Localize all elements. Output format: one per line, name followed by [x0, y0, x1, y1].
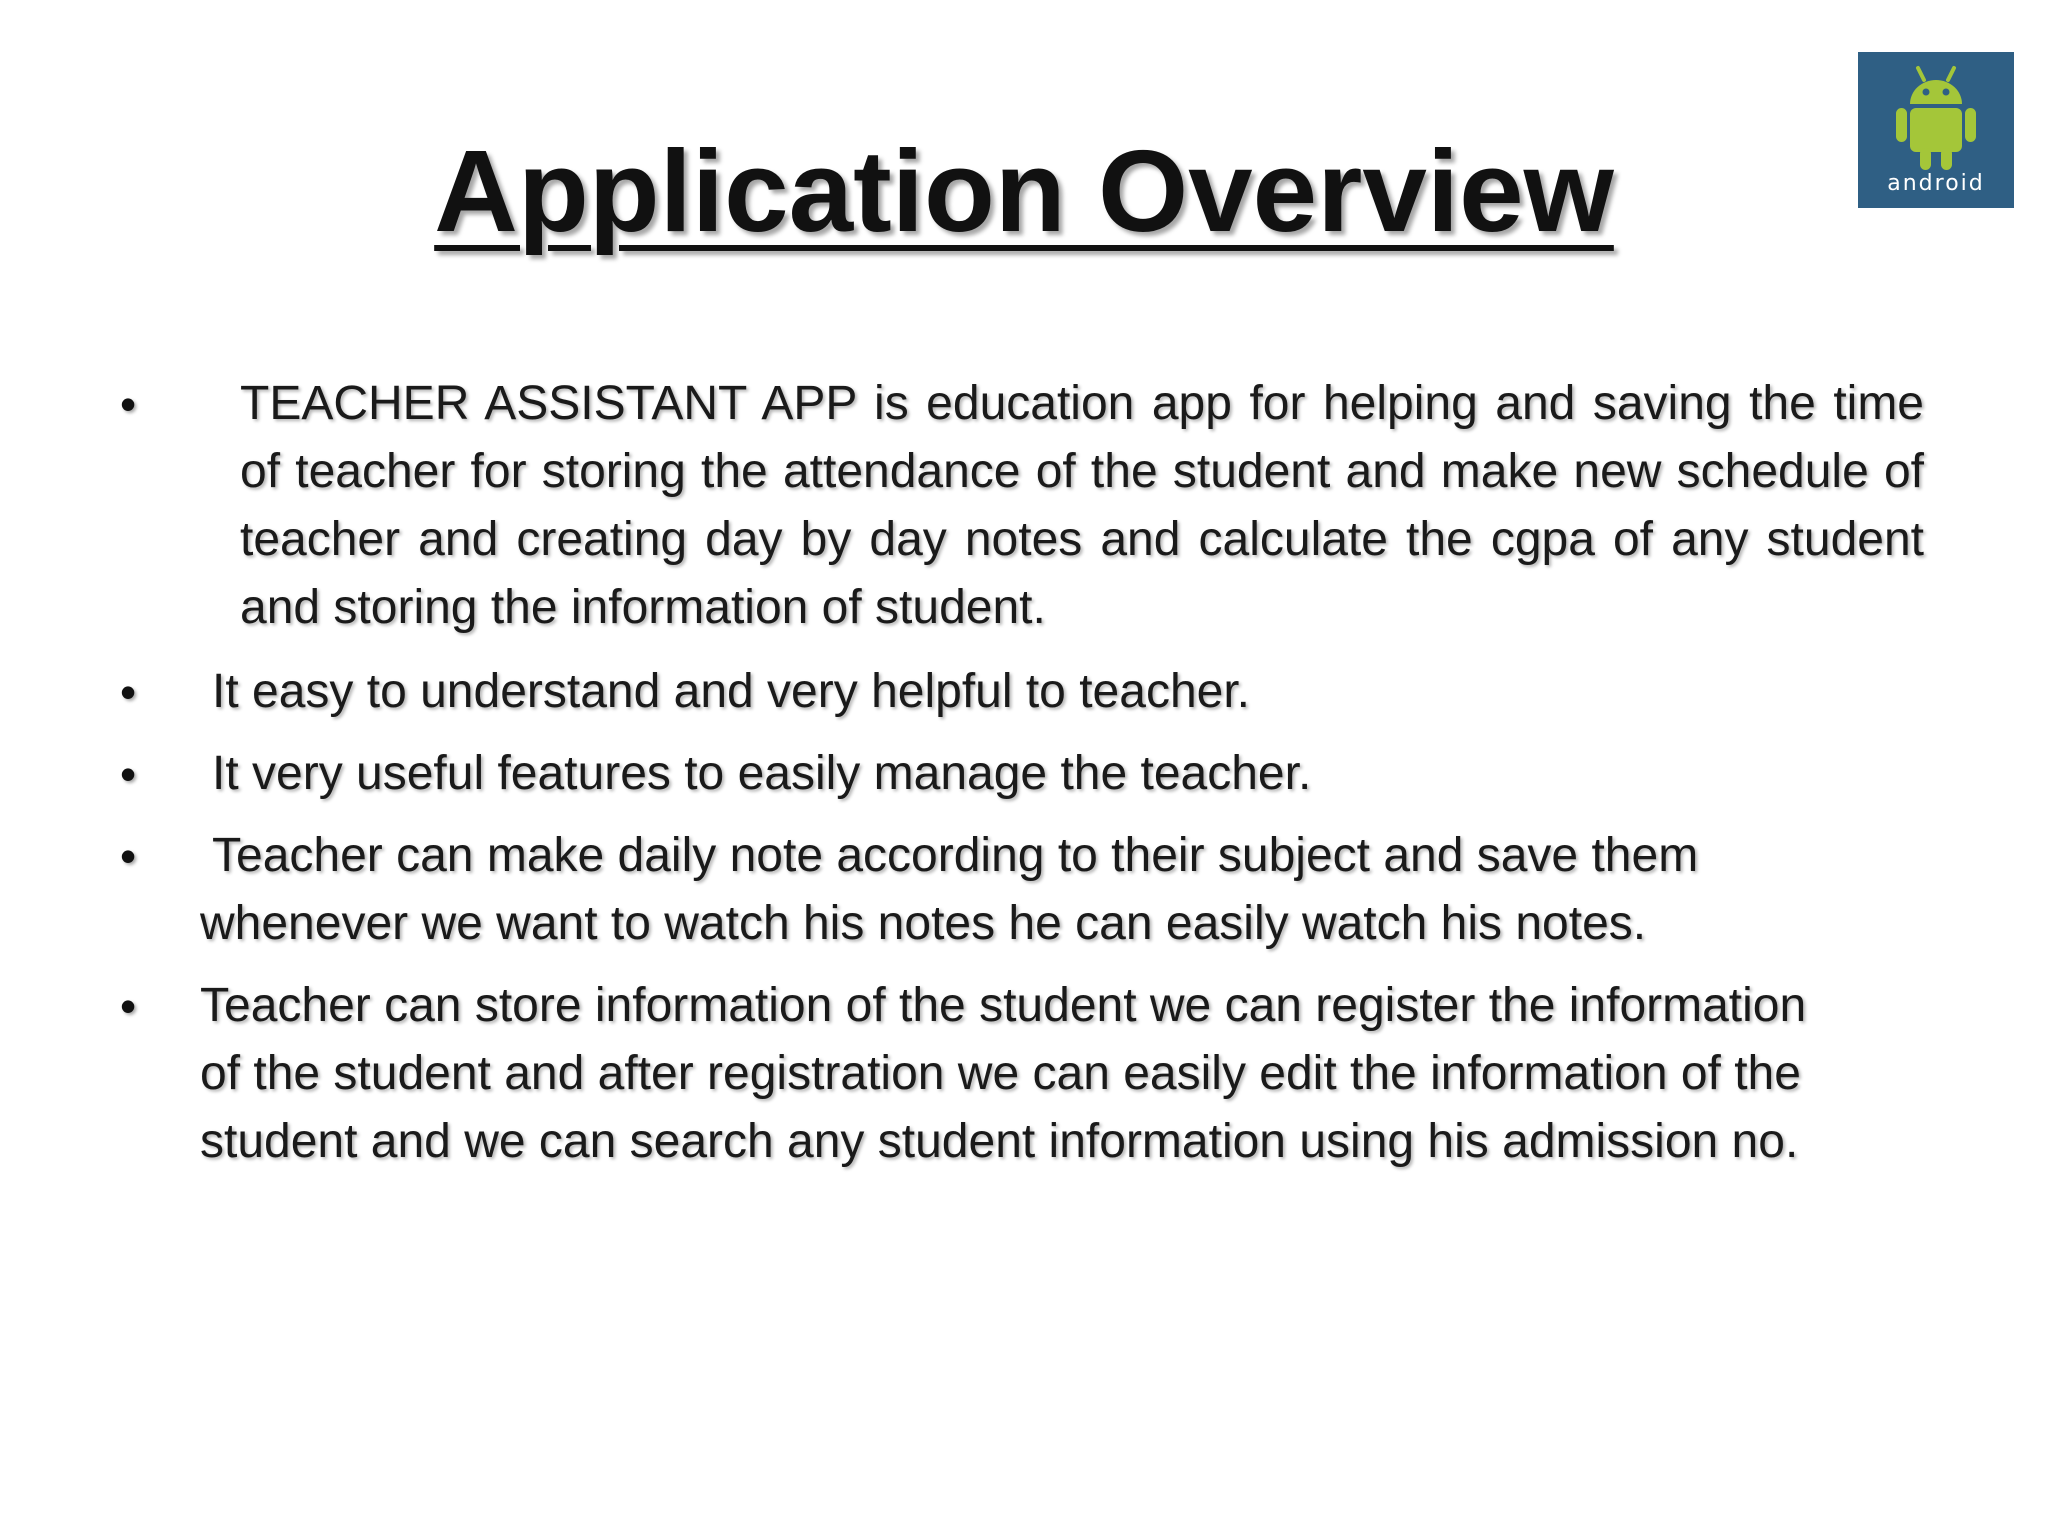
bullet-marker: •	[120, 980, 137, 1032]
slide-title	[0, 128, 2048, 256]
bullet-text: It easy to understand and very helpful to teacher.	[212, 665, 1250, 718]
bullet-marker: •	[120, 378, 137, 430]
bullet-text: It very useful features to easily manage the teacher.	[212, 747, 1312, 800]
bullet-text: TEACHER ASSISTANT APP is education app for helping and saving the time of teacher for storing the attendance of the student and make new schedule of teacher and creating day by day notes and calculate the cgpa of any student and storing the information of student.	[240, 377, 1924, 634]
android-logo	[1858, 52, 2014, 208]
bullet-text: Teacher can make daily note according to their subject and save them whenever we want to watch his notes he can easily watch his notes.	[200, 829, 1699, 950]
android-logo-text: android	[1887, 171, 1985, 196]
bullet-marker: •	[120, 748, 137, 800]
bullet-marker: •	[120, 830, 137, 882]
bullet-marker: •	[120, 666, 137, 718]
slide-title-text: Application Overview	[434, 126, 1614, 256]
bullet-text: Teacher can store information of the student we can register the information of the student and after registration we can easily edit the information of the student and we can search any student information using his admission no.	[200, 979, 1807, 1168]
